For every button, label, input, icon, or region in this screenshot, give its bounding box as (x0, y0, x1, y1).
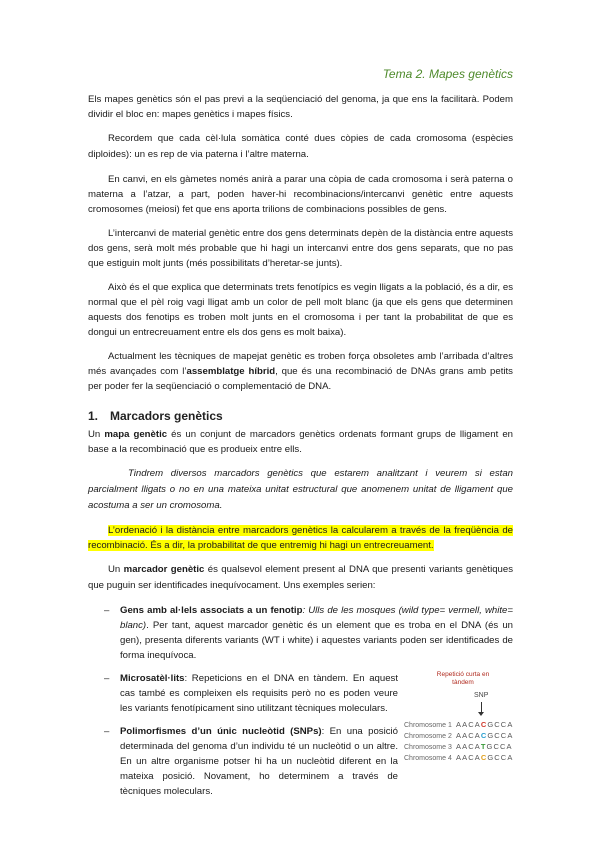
sequence-suffix: GCCA (487, 753, 514, 762)
bullet-text: . Per tant, aquest marcador genètic és un element que es troba en el DNA (és un gen), presenta diferents variants (WT i white) i aquestes variants poden ser identificades de forma inequívoca. (120, 620, 513, 661)
snp-figure (404, 671, 534, 791)
section-number: 1. (88, 409, 99, 423)
chromosome-label: Chromosome 1 (404, 722, 452, 729)
paragraph-linked-traits: Això és el que explica que determinats trets fenotípics es vegin lligats a la població, és a dir, es normal que el pèl roig vagi lligat amb un color de pell molt blanc (ja que els gens que determinen aquests dos fenotips es troben molt junts en el cromosoma i per tant la probabilitat de que es dongui un entrecreuament entre els dos gens es molt baixa). (88, 282, 513, 338)
bullet-item-alleles (104, 603, 513, 663)
chromosome-label: Chromosome 3 (404, 744, 452, 751)
text: és qualsevol element present al DNA que presenti variants genètiques que puguin ser identificades inequívocament. Uns exemples serien: (88, 564, 513, 591)
figure-caption: Repetició curta en tàndem (436, 671, 490, 686)
document-page (88, 0, 513, 807)
bullet-text: : Repeticions en el DNA en tàndem. En aquest cas també es compleixen els requisits però no es poden veure les variants fenotípicament sino utilitzant tècniques moleculars. (120, 673, 398, 714)
intro-paragraph: Els mapes genètics són el pas previ a la seqüenciació del genoma, ja que ens la facilitarà. Podem dividir el bloc en: mapes genètics i mapes físics. (88, 94, 513, 120)
sequence-suffix: GCCA (487, 720, 514, 729)
arrow-down-icon (481, 702, 482, 714)
bullet-term: Polimorfismes d’un únic nucleòtid (SNPs) (120, 726, 322, 737)
highlighted-text: L’ordenació i la distància entre marcadors genètics la calcularem a través de la freqüència de recombinació. És a dir, la probabilitat de que entremig hi hagi un entrecreuament. (88, 525, 513, 551)
chromosome-label: Chromosome 4 (404, 755, 452, 762)
chromosome-row (404, 741, 513, 752)
bullet-item-snps (104, 724, 398, 799)
bold-term: mapa genètic (104, 429, 168, 440)
bold-term: marcador genètic (123, 564, 205, 575)
chromosome-row (404, 752, 513, 763)
sequence-suffix: GCCA (486, 742, 513, 751)
sequence (456, 753, 513, 762)
snp-base: T (480, 742, 487, 751)
paragraph-marker (88, 562, 513, 594)
bold-term: assemblatge híbrid (186, 366, 276, 377)
bullet-text: : En una posició determinada del genoma d’un individu té un nucleòtid o un altre. En un altre organisme potser hi ha un nucleòtid diferent en la mateixa posició. Novament, ho determinem a través de tècniques moleculars. (120, 726, 398, 797)
highlighted-paragraph (88, 523, 513, 553)
sequence (456, 720, 513, 729)
text: , que és una recombinació de DNAs grans amb petits per poder fer la seqüenciació o complementació de DNA. (88, 366, 513, 392)
text: Un (108, 564, 124, 575)
sequence-suffix: GCCA (487, 731, 514, 740)
snp-label: SNP (474, 692, 489, 699)
sequence-prefix: AACA (456, 753, 481, 762)
sequence-prefix: AACA (456, 720, 481, 729)
text: Actualment les tècniques de mapejat genètic es troben força obsoletes amb l’arribada d’altres més avançades com l’ (88, 351, 513, 377)
paragraph-exchange: L’intercanvi de material genètic entre dos gens determinats depèn de la distància entre aquests dos gens, serà molt més probable que hi hagi un intercanvi entre dos gens separats, que no pas que estiguin molt junts (més possibilitats d’heretar-se junts). (88, 228, 513, 269)
dash-bullet: – (104, 673, 110, 684)
text: Un (88, 429, 105, 440)
snp-base: C (480, 720, 488, 729)
paragraph-techniques (88, 349, 513, 394)
sequence (456, 731, 513, 740)
paragraph-gametes: En canvi, en els gàmetes només anirà a parar una còpia de cada cromosoma i serà paterna o materna a l’atzar, a part, poden haver-hi recombinacions/intercanvi genètic entre aquests cromosomes (meiosi) fet que ens aporta trilions de combinacions possibles de gens. (88, 174, 513, 215)
bullet-column (88, 671, 398, 807)
sequence (456, 742, 513, 751)
bullet-term: Gens amb al·lels associats a un fenotip (120, 605, 303, 616)
sequence-prefix: AACA (456, 742, 481, 751)
paragraph-genetic-map (88, 427, 513, 457)
snp-base: C (480, 731, 488, 740)
bullet-example: : Ulls de les mosques (wild type= vermell, white= blanc) (120, 605, 513, 631)
chromosome-row (404, 730, 513, 741)
chromosome-row (404, 719, 513, 730)
bullet-term: Microsatèl·lits (120, 673, 185, 684)
bullet-item-microsatellites (104, 671, 398, 716)
dash-bullet: – (104, 605, 110, 616)
snp-base: C (480, 753, 488, 762)
section-heading (88, 408, 513, 424)
chromosome-rows (404, 719, 513, 763)
page-title: Tema 2. Mapes genètics (382, 67, 513, 81)
dash-bullet: – (104, 726, 110, 737)
section-title: Marcadors genètics (110, 409, 223, 423)
text: és un conjunt de marcadors genètics ordenats formant grups de lligament en base a la recombinació que es produeix entre ells. (88, 429, 513, 455)
sequence-prefix: AACA (456, 731, 481, 740)
chromosome-label: Chromosome 2 (404, 733, 452, 740)
paragraph-diploid: Recordem que cada cèl·lula somàtica conté dues còpies de cada cromosoma (espècies diploides): un es rep de via paterna i l’altre materna. (88, 133, 513, 160)
italic-note: Tindrem diversos marcadors genètics que estarem analitzant i veurem si estan parcialment lligats o no en una mateixa unitat estructural que anomenem unitat de lligament que acostuma a ser un cromosoma. (88, 468, 513, 511)
bullets-with-figure (88, 671, 513, 807)
